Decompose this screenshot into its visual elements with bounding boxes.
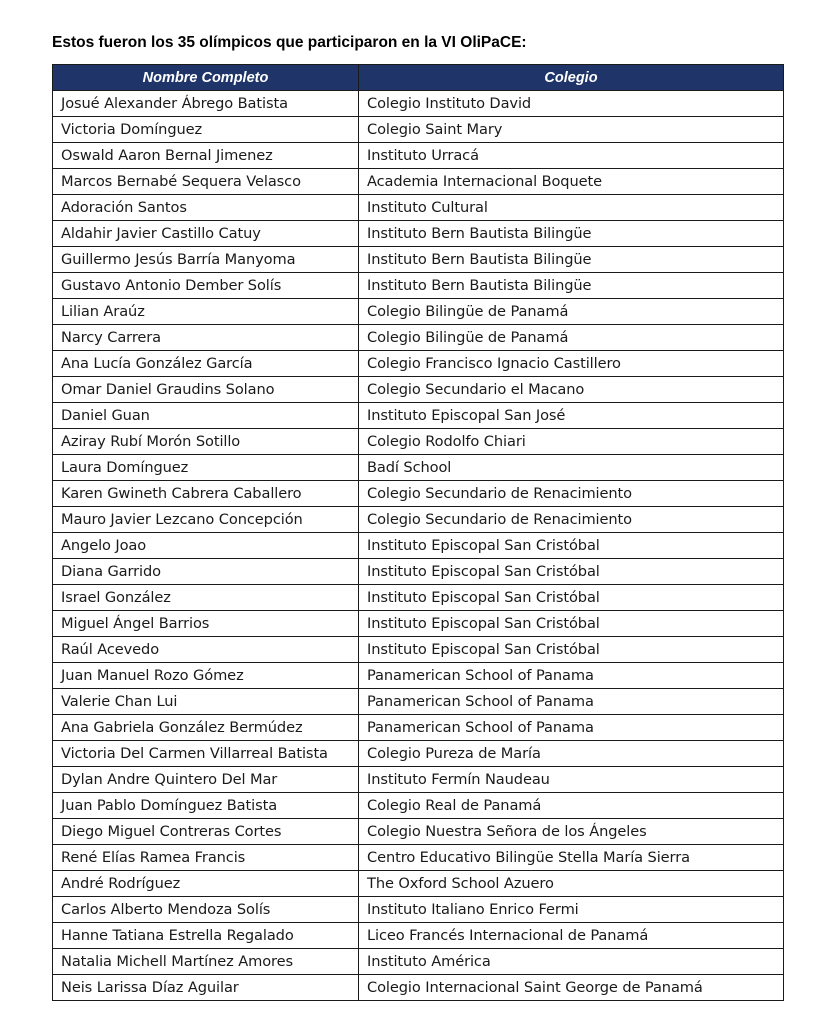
table-row xyxy=(53,923,784,949)
table-row xyxy=(53,585,784,611)
table-row xyxy=(53,195,784,221)
school-name-cell: Instituto Episcopal San Cristóbal xyxy=(359,611,784,637)
school-name-cell: Instituto Cultural xyxy=(359,195,784,221)
school-name-cell: Colegio Secundario de Renacimiento xyxy=(359,507,784,533)
participant-name-cell: Oswald Aaron Bernal Jimenez xyxy=(53,143,359,169)
school-name-cell: Colegio Secundario el Macano xyxy=(359,377,784,403)
column-header-name: Nombre Completo xyxy=(53,65,359,91)
school-name-cell: Panamerican School of Panama xyxy=(359,689,784,715)
table-row xyxy=(53,689,784,715)
school-name-cell: Colegio Bilingüe de Panamá xyxy=(359,325,784,351)
table-row xyxy=(53,793,784,819)
participant-name-cell: André Rodríguez xyxy=(53,871,359,897)
participant-name-cell: Josué Alexander Ábrego Batista xyxy=(53,91,359,117)
table-row xyxy=(53,429,784,455)
school-name-cell: Instituto Episcopal San Cristóbal xyxy=(359,559,784,585)
school-name-cell: Colegio Pureza de María xyxy=(359,741,784,767)
table-row xyxy=(53,169,784,195)
participant-name-cell: Natalia Michell Martínez Amores xyxy=(53,949,359,975)
school-name-cell: Badí School xyxy=(359,455,784,481)
participant-name-cell: Marcos Bernabé Sequera Velasco xyxy=(53,169,359,195)
participant-name-cell: Adoración Santos xyxy=(53,195,359,221)
table-row xyxy=(53,533,784,559)
participant-name-cell: Victoria Del Carmen Villarreal Batista xyxy=(53,741,359,767)
table-row xyxy=(53,455,784,481)
school-name-cell: Colegio Nuestra Señora de los Ángeles xyxy=(359,819,784,845)
table-header-row xyxy=(53,65,784,91)
participant-name-cell: Gustavo Antonio Dember Solís xyxy=(53,273,359,299)
participant-name-cell: Lilian Araúz xyxy=(53,299,359,325)
table-row xyxy=(53,117,784,143)
school-name-cell: Instituto Episcopal San José xyxy=(359,403,784,429)
participant-name-cell: René Elías Ramea Francis xyxy=(53,845,359,871)
table-row xyxy=(53,897,784,923)
school-name-cell: Instituto Episcopal San Cristóbal xyxy=(359,637,784,663)
school-name-cell: Colegio Rodolfo Chiari xyxy=(359,429,784,455)
participant-name-cell: Ana Gabriela González Bermúdez xyxy=(53,715,359,741)
participant-name-cell: Israel González xyxy=(53,585,359,611)
participants-table xyxy=(52,64,784,1001)
table-row xyxy=(53,91,784,117)
school-name-cell: Panamerican School of Panama xyxy=(359,663,784,689)
table-row xyxy=(53,377,784,403)
participant-name-cell: Omar Daniel Graudins Solano xyxy=(53,377,359,403)
school-name-cell: Colegio Bilingüe de Panamá xyxy=(359,299,784,325)
school-name-cell: Instituto Bern Bautista Bilingüe xyxy=(359,221,784,247)
participant-name-cell: Angelo Joao xyxy=(53,533,359,559)
school-name-cell: Instituto Fermín Naudeau xyxy=(359,767,784,793)
participant-name-cell: Dylan Andre Quintero Del Mar xyxy=(53,767,359,793)
participant-name-cell: Aziray Rubí Morón Sotillo xyxy=(53,429,359,455)
school-name-cell: Instituto Bern Bautista Bilingüe xyxy=(359,273,784,299)
school-name-cell: Liceo Francés Internacional de Panamá xyxy=(359,923,784,949)
participant-name-cell: Laura Domínguez xyxy=(53,455,359,481)
participant-name-cell: Diego Miguel Contreras Cortes xyxy=(53,819,359,845)
school-name-cell: Colegio Internacional Saint George de Panamá xyxy=(359,975,784,1001)
table-row xyxy=(53,221,784,247)
participant-name-cell: Victoria Domínguez xyxy=(53,117,359,143)
table-row xyxy=(53,741,784,767)
page-heading: Estos fueron los 35 olímpicos que participaron en la VI OliPaCE: xyxy=(52,34,527,51)
table-row xyxy=(53,403,784,429)
school-name-cell: Instituto Urracá xyxy=(359,143,784,169)
table-row xyxy=(53,247,784,273)
table-row xyxy=(53,715,784,741)
participant-name-cell: Mauro Javier Lezcano Concepción xyxy=(53,507,359,533)
table-row xyxy=(53,871,784,897)
table-row xyxy=(53,143,784,169)
participant-name-cell: Guillermo Jesús Barría Manyoma xyxy=(53,247,359,273)
school-name-cell: Colegio Secundario de Renacimiento xyxy=(359,481,784,507)
school-name-cell: Instituto Episcopal San Cristóbal xyxy=(359,533,784,559)
school-name-cell: Instituto Bern Bautista Bilingüe xyxy=(359,247,784,273)
participant-name-cell: Valerie Chan Lui xyxy=(53,689,359,715)
participant-name-cell: Daniel Guan xyxy=(53,403,359,429)
table-row xyxy=(53,299,784,325)
participant-name-cell: Carlos Alberto Mendoza Solís xyxy=(53,897,359,923)
school-name-cell: Centro Educativo Bilingüe Stella María Sierra xyxy=(359,845,784,871)
participant-name-cell: Juan Manuel Rozo Gómez xyxy=(53,663,359,689)
school-name-cell: Colegio Real de Panamá xyxy=(359,793,784,819)
participant-name-cell: Neis Larissa Díaz Aguilar xyxy=(53,975,359,1001)
table-row xyxy=(53,845,784,871)
participant-name-cell: Ana Lucía González García xyxy=(53,351,359,377)
table-row xyxy=(53,507,784,533)
participant-name-cell: Miguel Ángel Barrios xyxy=(53,611,359,637)
school-name-cell: Colegio Saint Mary xyxy=(359,117,784,143)
table-row xyxy=(53,351,784,377)
table-row xyxy=(53,273,784,299)
participant-name-cell: Karen Gwineth Cabrera Caballero xyxy=(53,481,359,507)
table-row xyxy=(53,481,784,507)
table-body xyxy=(53,91,784,1001)
participant-name-cell: Juan Pablo Domínguez Batista xyxy=(53,793,359,819)
participant-name-cell: Hanne Tatiana Estrella Regalado xyxy=(53,923,359,949)
school-name-cell: The Oxford School Azuero xyxy=(359,871,784,897)
table-row xyxy=(53,975,784,1001)
participant-name-cell: Aldahir Javier Castillo Catuy xyxy=(53,221,359,247)
table-row xyxy=(53,611,784,637)
table-row xyxy=(53,637,784,663)
table-row xyxy=(53,767,784,793)
school-name-cell: Colegio Francisco Ignacio Castillero xyxy=(359,351,784,377)
table-row xyxy=(53,949,784,975)
table-row xyxy=(53,559,784,585)
table-row xyxy=(53,663,784,689)
school-name-cell: Instituto Italiano Enrico Fermi xyxy=(359,897,784,923)
participant-name-cell: Raúl Acevedo xyxy=(53,637,359,663)
participant-name-cell: Diana Garrido xyxy=(53,559,359,585)
participant-name-cell: Narcy Carrera xyxy=(53,325,359,351)
school-name-cell: Academia Internacional Boquete xyxy=(359,169,784,195)
table-row xyxy=(53,325,784,351)
column-header-school: Colegio xyxy=(359,65,784,91)
table-row xyxy=(53,819,784,845)
school-name-cell: Panamerican School of Panama xyxy=(359,715,784,741)
school-name-cell: Instituto América xyxy=(359,949,784,975)
school-name-cell: Instituto Episcopal San Cristóbal xyxy=(359,585,784,611)
school-name-cell: Colegio Instituto David xyxy=(359,91,784,117)
